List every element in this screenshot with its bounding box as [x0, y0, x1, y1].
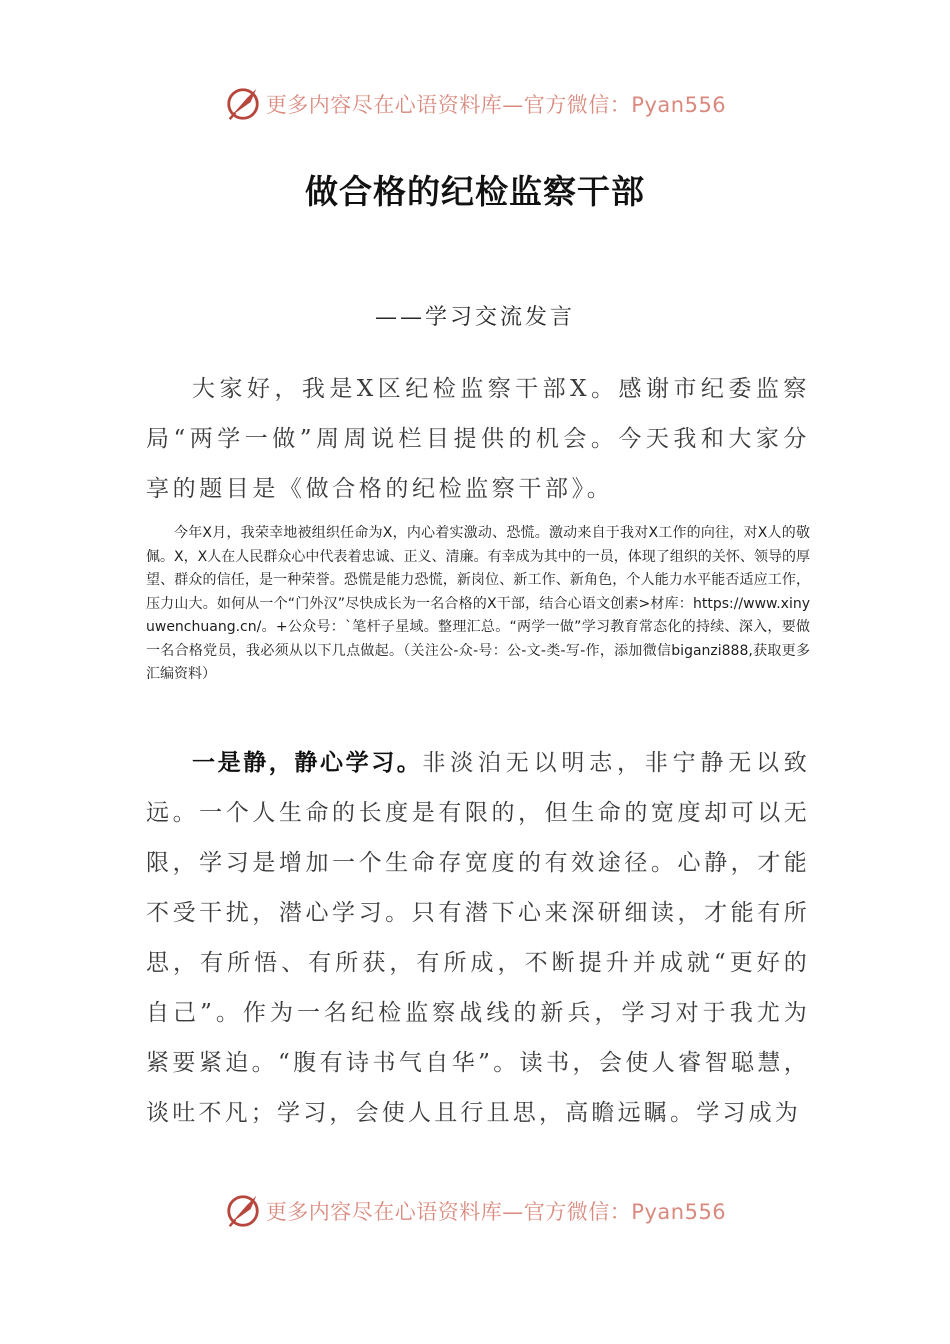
quill-logo-icon [224, 1192, 262, 1230]
document-subtitle: ——学习交流发言 [374, 305, 575, 330]
document-title: 做合格的纪检监察干部 [305, 172, 645, 211]
header-banner-text: 更多内容尽在心语资料库—官方微信：Pyan556 [265, 93, 727, 117]
paragraph-section-one [146, 738, 810, 1138]
header-banner [0, 82, 950, 126]
paragraph-greeting: 大家好，我是X区纪检监察干部X。感谢市纪委监察局“两学一做”周周说栏目提供的机会。今天我和大家分享的题目是《做合格的纪检监察干部》。 [146, 376, 810, 502]
quill-logo-icon [224, 85, 262, 123]
section-one-lead: 一是静，静心学习。 [192, 750, 423, 776]
footer-banner [0, 1189, 950, 1233]
paragraph-introduction: 今年X月，我荣幸地被组织任命为X，内心着实激动、恐慌。激动来自于我对X工作的向往，对X人的敬佩。X，X人在人民群众心中代表着忠诚、正义、清廉。有幸成为其中的一员，体现了组织的关怀、领导的厚望、群众的信任，是一种荣誉。恐慌是能力恐慌，新岗位、新工作、新角色，个人能力水平能否适应工作，压力山大。如何从一个“门外汉”尽快成长为一名合格的X干部，结合心语文创素>材库：https://www.xinyuwenchuang.cn/。+公众号：`笔杆子星域。整理汇总。“两学一做”学习教育常态化的持续、深入，要做一名合格党员，我必须从以下几点做起。（关注公-众-号：公-文-类-写-作，添加微信biganzi888,获取更多汇编资料） [146, 525, 810, 682]
section-one-body: 非淡泊无以明志，非宁静无以致远。一个人生命的长度是有限的，但生命的宽度却可以无限，学习是增加一个生命存宽度的有效途径。心静，才能不受干扰，潜心学习。只有潜下心来深研细读，才能有所思，有所悟、有所获，有所成，不断提升并成就“更好的自己”。作为一名纪检监察战线的新兵，学习对于我尤为紧要紧迫。“腹有诗书气自华”。读书，会使人睿智聪慧，谈吐不凡；学习，会使人且行且思，高瞻远瞩。学习成为 [146, 750, 810, 1126]
footer-banner-text: 更多内容尽在心语资料库—官方微信：Pyan556 [265, 1200, 727, 1224]
